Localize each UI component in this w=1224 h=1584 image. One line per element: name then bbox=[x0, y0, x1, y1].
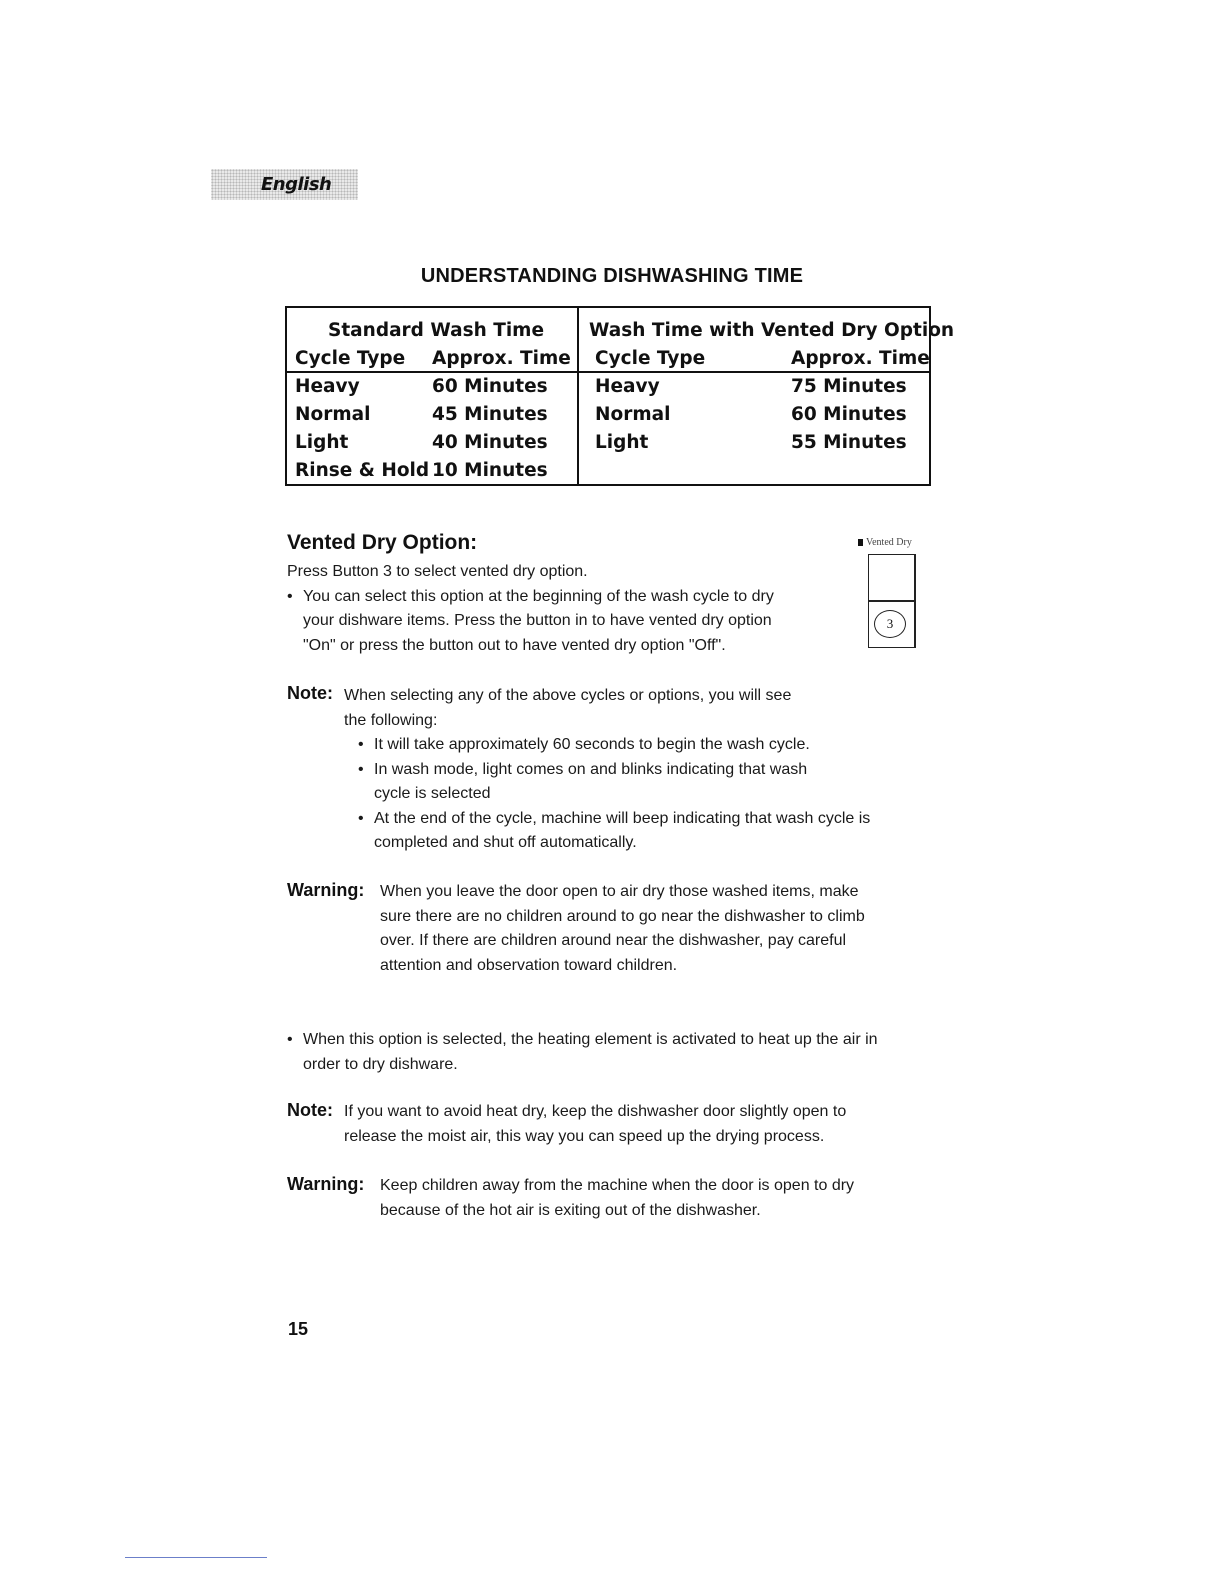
standard-group-header: Standard Wash Time bbox=[328, 320, 544, 341]
vented-dry-intro: Press Button 3 to select vented dry option. bbox=[287, 563, 588, 580]
note-bullets bbox=[358, 733, 938, 856]
list-item bbox=[358, 733, 938, 758]
text-line: completed and shut off automatically. bbox=[374, 834, 637, 851]
page-number: 15 bbox=[288, 1319, 309, 1339]
warning-label: Warning: bbox=[287, 880, 365, 900]
text-line: over. If there are children around near the dishwasher, pay careful bbox=[380, 932, 847, 949]
text-line: When you leave the door open to air dry those washed items, make bbox=[380, 883, 859, 900]
list-item bbox=[287, 1028, 947, 1077]
button-divider bbox=[868, 600, 916, 602]
vented-dry-body bbox=[287, 560, 847, 658]
text-line: If you want to avoid heat dry, keep the dishwasher door slightly open to bbox=[344, 1103, 847, 1120]
text-line: "On" or press the button out to have vented dry option "Off". bbox=[303, 636, 726, 654]
text-line: because of the hot air is exiting out of the dishwasher. bbox=[380, 1201, 761, 1219]
standard-col-cycle: Cycle Type bbox=[295, 348, 406, 369]
text-line: order to dry dishware. bbox=[303, 1055, 458, 1073]
list-item bbox=[358, 758, 938, 807]
vented-row-cycle: Light bbox=[595, 432, 649, 453]
vented-col-cycle: Cycle Type bbox=[595, 348, 706, 369]
text-line: Keep children away from the machine when the door is open to dry bbox=[380, 1177, 855, 1194]
standard-row-cycle: Rinse & Hold bbox=[295, 460, 430, 481]
note-body bbox=[344, 1100, 924, 1149]
standard-row-time: 40 Minutes bbox=[432, 432, 548, 453]
standard-row-time: 45 Minutes bbox=[432, 404, 548, 425]
text-line: sure there are no children around to go near the dishwasher to climb bbox=[380, 907, 865, 925]
warning-body bbox=[380, 880, 940, 978]
vented-dry-button-caption bbox=[858, 537, 912, 548]
table-divider-horizontal bbox=[285, 371, 931, 373]
standard-row-time: 10 Minutes bbox=[432, 460, 548, 481]
text-line: When selecting any of the above cycles or options, you will see bbox=[344, 687, 792, 704]
text-line: cycle is selected bbox=[374, 785, 491, 802]
vented-row-cycle: Normal bbox=[595, 404, 671, 425]
text-line: the following: bbox=[344, 711, 438, 729]
button-number-3-icon: 3 bbox=[874, 610, 906, 638]
vented-group-header: Wash Time with Vented Dry Option bbox=[589, 320, 955, 341]
list-item bbox=[358, 807, 938, 856]
text-line: • You can select this option at the beginning of the wash cycle to dry bbox=[303, 587, 774, 605]
language-tab-label: English bbox=[261, 174, 332, 195]
standard-row-cycle: Normal bbox=[295, 404, 371, 425]
language-tab bbox=[211, 169, 358, 200]
page-title: UNDERSTANDING DISHWASHING TIME bbox=[420, 265, 804, 287]
text-line: • At the end of the cycle, machine will beep indicating that wash cycle is bbox=[374, 809, 871, 827]
standard-col-time: Approx. Time bbox=[432, 348, 571, 369]
text-line: • When this option is selected, the heating element is activated to heat up the air in bbox=[303, 1031, 878, 1048]
vented-dry-title: Vented Dry Option: bbox=[287, 531, 478, 554]
vented-row-time: 75 Minutes bbox=[791, 376, 907, 397]
vented-col-time: Approx. Time bbox=[791, 348, 930, 369]
standard-row-cycle: Light bbox=[295, 432, 349, 453]
warning-label: Warning: bbox=[287, 1174, 365, 1194]
table-divider-vertical bbox=[577, 306, 579, 486]
warning-body bbox=[380, 1174, 940, 1223]
note-label: Note: bbox=[287, 683, 333, 703]
vented-dry-button-label: Vented Dry bbox=[866, 537, 912, 548]
text-line: release the moist air, this way you can speed up the drying process. bbox=[344, 1127, 825, 1145]
text-line: • In wash mode, light comes on and blinks indicating that wash bbox=[374, 760, 808, 778]
vented-row-time: 55 Minutes bbox=[791, 432, 907, 453]
note-label: Note: bbox=[287, 1100, 333, 1120]
note-body bbox=[344, 684, 944, 733]
vented-row-cycle: Heavy bbox=[595, 376, 660, 397]
standard-row-time: 60 Minutes bbox=[432, 376, 548, 397]
footer-rule bbox=[125, 1557, 267, 1558]
text-line: your dishware items. Press the button in to have vented dry option bbox=[303, 612, 772, 629]
vented-dry-bullet bbox=[287, 585, 847, 659]
vented-row-time: 60 Minutes bbox=[791, 404, 907, 425]
text-line: attention and observation toward children. bbox=[380, 956, 678, 974]
text-line: • It will take approximately 60 seconds to begin the wash cycle. bbox=[374, 736, 810, 753]
heating-bullet bbox=[287, 1028, 947, 1077]
standard-row-cycle: Heavy bbox=[295, 376, 360, 397]
indicator-light-icon bbox=[858, 539, 863, 546]
